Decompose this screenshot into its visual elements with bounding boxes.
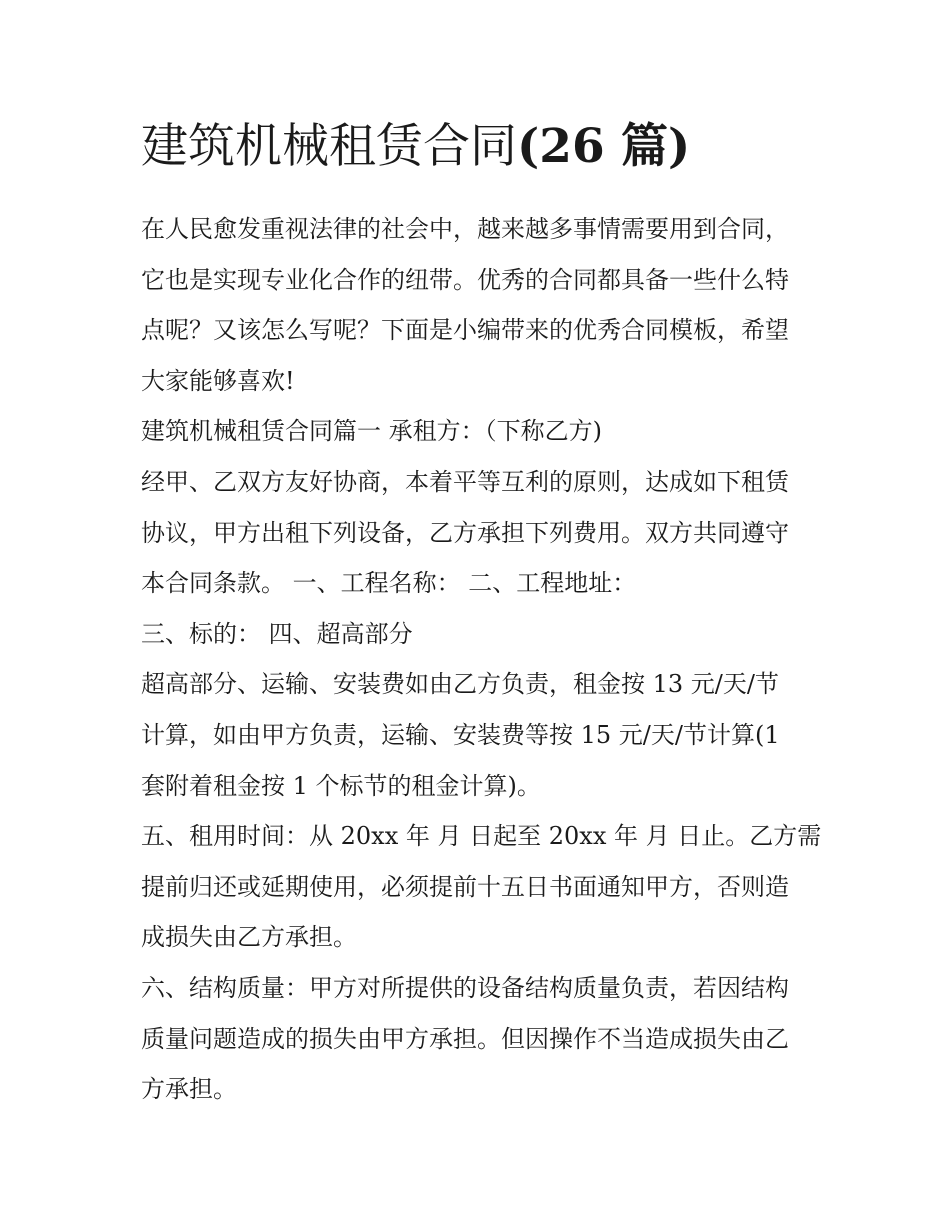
text-line: 六、结构质量：甲方对所提供的设备结构质量负责，若因结构: [141, 973, 789, 1002]
text-line: 方承担。: [141, 1075, 237, 1104]
document-body: [141, 112, 822, 1115]
text-line: 质量问题造成的损失由甲方承担。但因操作不当造成损失由乙: [141, 1024, 789, 1053]
text-line: 三、标的： 四、超高部分: [141, 619, 413, 648]
text-line: 点呢？又该怎么写呢？下面是小编带来的优秀合同模板，希望: [141, 316, 789, 345]
document-title-suffix: (26 篇): [517, 119, 691, 174]
text-line: 协议，甲方出租下列设备，乙方承担下列费用。双方共同遵守: [141, 518, 789, 547]
text-line: 它也是实现专业化合作的纽带。优秀的合同都具备一些什么特: [141, 265, 789, 294]
text-line: 建筑机械租赁合同篇一 承租方：（下称乙方): [141, 417, 602, 446]
text-line: 五、租用时间：从 20xx 年 月 日起至 20xx 年 月 日止。乙方需: [141, 822, 822, 851]
text-line: 套附着租金按 1 个标节的租金计算)。: [141, 771, 541, 800]
text-line: 在人民愈发重视法律的社会中，越来越多事情需要用到合同，: [141, 215, 789, 243]
text-line: 经甲、乙双方友好协商，本着平等互利的原则，达成如下租赁: [141, 467, 789, 496]
text-line: 成损失由乙方承担。: [141, 923, 357, 952]
text-line: 提前归还或延期使用，必须提前十五日书面通知甲方，否则造: [141, 872, 789, 901]
document-title: [141, 112, 813, 182]
text-line: 计算，如由甲方负责，运输、安装费等按 15 元/天/节计算(1: [141, 720, 780, 749]
document-title-main: 建筑机械租赁合同: [141, 119, 517, 174]
text-line: 大家能够喜欢!: [141, 366, 295, 395]
text-line: 超高部分、运输、安装费如由乙方负责，租金按 13 元/天/节: [141, 670, 779, 699]
text-line: 本合同条款。 一、工程名称： 二、工程地址：: [141, 569, 637, 598]
